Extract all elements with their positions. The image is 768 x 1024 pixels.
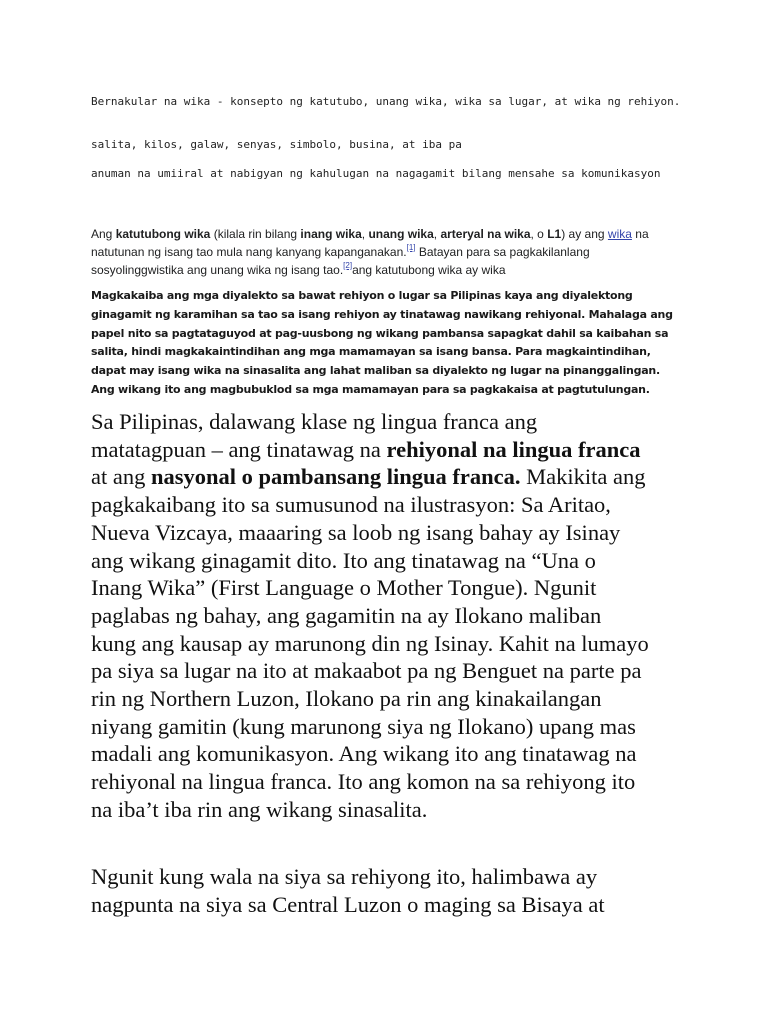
bold-term: unang wika bbox=[368, 227, 434, 241]
definition-line-bernakular: Bernakular na wika - konsepto ng katutubo, unang wika, wika sa lugar, at wika ng rehiyon. bbox=[91, 95, 681, 108]
wika-link[interactable]: wika bbox=[607, 227, 632, 241]
text: Batayan para sa pagkakilanlang sosyolinggwistika ang unang wika ng isang tao. bbox=[91, 245, 590, 277]
bold-term: arteryal na wika bbox=[440, 227, 531, 241]
paragraph-diyalekto: Magkakaiba ang mga diyalekto sa bawat rehiyon o lugar sa Pilipinas kaya ang diyalektong ginagamit ng karamihan sa tao sa isang rehiyon ay tinatawag nawikang rehiyonal. Mahalaga ang papel nito sa pagtataguyod at pag-uusbong ng wikang pambansa sapagkat dahil sa kaibahan sa salita, hindi magkakaintindihan ang mga mamamayan sa isang bansa. Para magkaintindihan, dapat may isang wika na sinasalita ang lahat maliban sa diyalekto ng lugar na pinanggalingan. Ang wikang ito ang magbubuklod sa mga mamamayan para sa pagkakaisa at pagtutulungan. bbox=[91, 289, 673, 396]
text: na natutunan ng isang tao mula nang kanyang kapanganakan. bbox=[91, 227, 649, 259]
bold-term: L1 bbox=[547, 227, 562, 241]
text: Sa Pilipinas, dalawang klase ng lingua franca ang matatagpuan – ang tinatawag na bbox=[91, 409, 538, 462]
text: , o bbox=[530, 227, 548, 241]
bold-term: katutubong wika bbox=[115, 227, 211, 241]
paragraph-lingua-franca bbox=[91, 408, 651, 824]
text: ) ay ang bbox=[561, 227, 608, 241]
bold-term: nasyonal o pambansang lingua franca. bbox=[150, 464, 521, 490]
definition-line-examples: salita, kilos, galaw, senyas, simbolo, busina, at iba pa bbox=[91, 138, 462, 151]
text: (kilala rin bilang bbox=[210, 227, 301, 241]
definition-line-meaning: anuman na umiiral at nabigyan ng kahulugan na nagagamit bilang mensahe sa komunikasyon bbox=[91, 167, 661, 180]
text: , bbox=[361, 227, 369, 241]
reference-link-1[interactable]: [1] bbox=[406, 243, 416, 252]
bold-term: rehiyonal na lingua franca bbox=[386, 436, 641, 462]
text: ang katutubong wika ay wika bbox=[352, 263, 506, 277]
reference-link-2[interactable]: [2] bbox=[343, 261, 353, 270]
wiki-paragraph-katutubong-wika bbox=[91, 225, 681, 279]
paragraph-central-luzon: Ngunit kung wala na siya sa rehiyong ito, halimbawa ay nagpunta na siya sa Central Luzon o maging sa Bisaya at bbox=[91, 864, 605, 917]
text: Makikita ang pagkakaibang ito sa sumusunod na ilustrasyon: Sa Aritao, Nueva Vizcaya, maaaring sa loob ng isang bahay ay Isinay ang wikang ginagamit dito. Ito ang tinatawag na “Una o Inang Wika” (First Language o Mother Tongue). Ngunit paglabas ng bahay, ang gagamitin na ay Ilokano maliban kung ang kausap ay marunong din ng Isinay. Kahit na lumayo pa siya sa lugar na ito at makaabot pa ng Benguet na parte pa rin ng Northern Luzon, Ilokano pa rin ang kinakailangan niyang gamitin (kung marunong siya ng Ilokano) upang mas madali ang komunikasyon. Ang wikang ito ang tinatawag na rehiyonal na lingua franca. Ito ang komon na sa rehiyong ito na iba’t iba rin ang wikang sinasalita. bbox=[91, 464, 649, 822]
text: , bbox=[433, 227, 441, 241]
bold-term: inang wika bbox=[300, 227, 362, 241]
text: at ang bbox=[91, 464, 151, 490]
text: Ang bbox=[91, 227, 116, 241]
